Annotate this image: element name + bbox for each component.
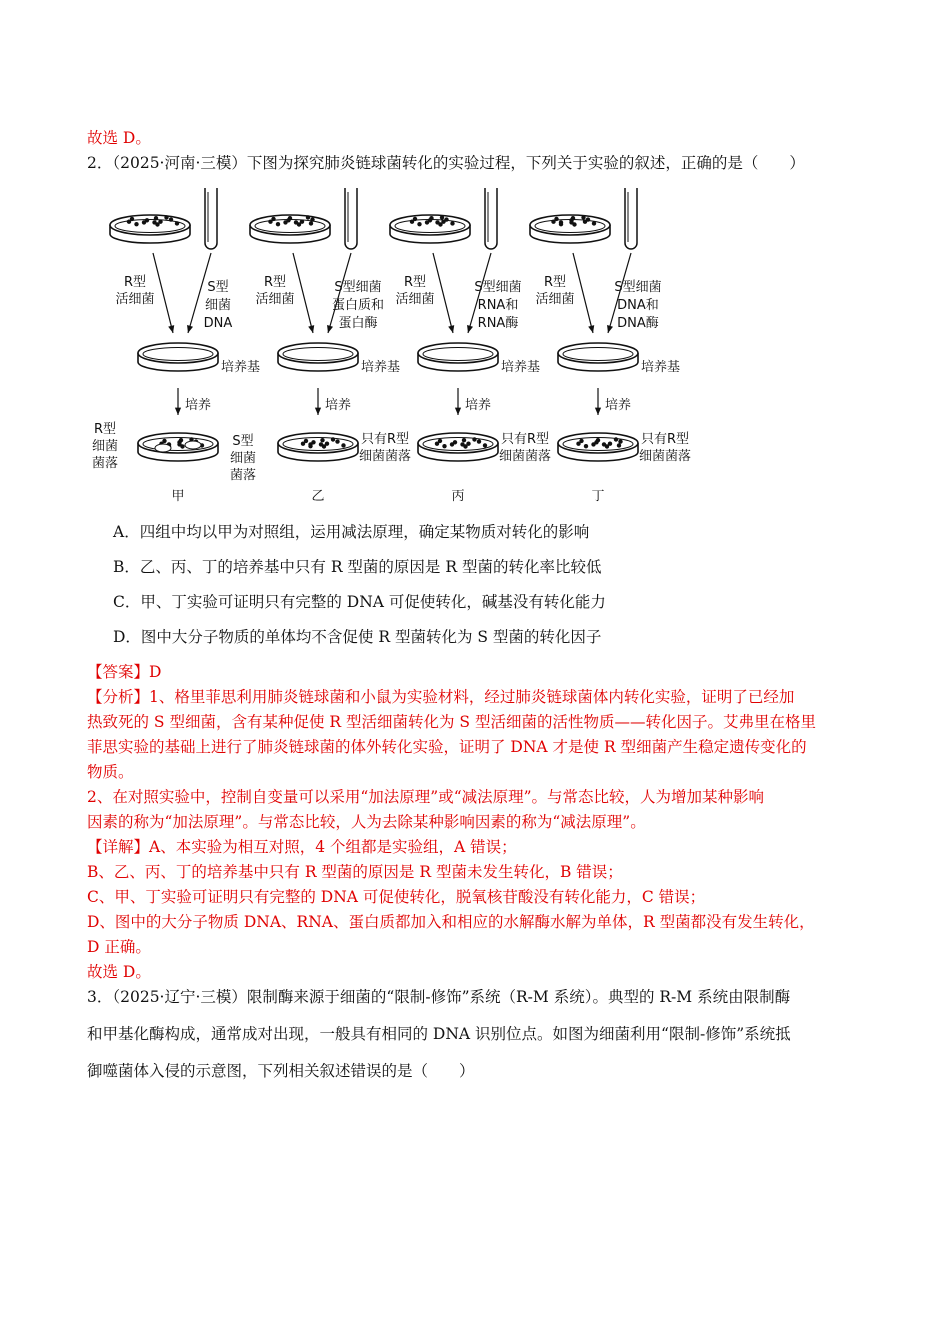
colony-dot — [440, 215, 444, 219]
arrow-head — [467, 325, 473, 333]
culture-medium-dish-inner — [423, 348, 493, 361]
arrow-shaft — [433, 253, 453, 333]
s-colony-label: 菌落 — [229, 468, 257, 483]
colony-dot — [569, 220, 573, 224]
colony-dot — [559, 222, 563, 226]
colony-dot — [177, 442, 181, 446]
culture-medium-label: 培养基 — [501, 360, 541, 375]
colony-dot — [483, 443, 487, 447]
culture-step-label: 培养 — [325, 398, 352, 413]
question-3-line: 御噬菌体入侵的示意图，下列相关叙述错误的是（ ） — [87, 1062, 475, 1080]
colony-dot — [576, 442, 580, 446]
colony-dot — [301, 442, 305, 446]
result-dish — [278, 433, 358, 461]
arrow-to-medium — [293, 253, 314, 333]
colony-dot — [444, 217, 448, 221]
added-substance-label: DNA — [203, 316, 233, 331]
arrow-culture — [595, 388, 601, 415]
colony-dot — [154, 216, 158, 220]
added-substance-label: 蛋白酶 — [338, 316, 378, 331]
tube-body — [345, 188, 357, 249]
result-label: 只有R型 — [360, 432, 410, 447]
arrow-head — [607, 325, 613, 333]
arrow-head — [315, 408, 321, 415]
colony-dot — [435, 442, 439, 446]
detail-line: 【详解】A、本实验为相互对照，4 个组都是实验组，A 错误； — [87, 838, 517, 856]
result-label: 只有R型 — [640, 432, 690, 447]
culture-medium-dish-inner — [563, 348, 633, 361]
colony-dot — [320, 438, 324, 442]
arrow-to-medium — [153, 253, 174, 333]
added-substance-label: S型细菌 — [614, 280, 662, 295]
arrow-head — [588, 325, 594, 333]
option-a: A．四组中均以甲为对照组，运用减法原理，确定某物质对转化的影响 — [113, 523, 590, 541]
colony-dot — [294, 220, 298, 224]
detail-line: C、甲、丁实验可证明只有完整的 DNA 可促使转化，脱氧核苷酸没有转化能力，C 错误； — [87, 888, 706, 906]
colony-dot — [617, 443, 621, 447]
result-label: 细菌菌落 — [358, 449, 412, 464]
answer-label: 【答案】D — [87, 663, 162, 681]
colony-dot — [127, 220, 131, 224]
added-substance-label: DNA酶 — [617, 316, 659, 331]
arrow-head — [308, 325, 314, 333]
colony-dot — [308, 444, 312, 448]
colony-dot — [319, 442, 323, 446]
colony-dot — [306, 215, 310, 219]
colony-dot — [311, 440, 315, 444]
colony-dot — [581, 215, 585, 219]
arrow-to-medium — [573, 253, 594, 333]
added-substance-label: S型 — [207, 280, 229, 295]
analysis-line: 2、在对照实验中，控制自变量可以采用“加法原理”或“减法原理”。与常态比较，人为增加某种影响 — [87, 788, 765, 806]
colony-dot — [551, 220, 555, 224]
result-label: 细菌菌落 — [638, 449, 692, 464]
colony-dot — [453, 440, 457, 444]
analysis-line: 菲思实验的基础上进行了肺炎链球菌的体外转化实验，证明了 DNA 才是使 R 型细菌产生稳定遗传变化的 — [87, 738, 807, 756]
colony-dot — [169, 217, 173, 221]
group-name: 丁 — [591, 489, 605, 504]
analysis-line: 因素的称为“加法原理”。与常态比较，人为去除某种影响因素的称为“减法原理”。 — [87, 813, 646, 831]
colony-dot — [417, 222, 421, 226]
culture-medium-label: 培养基 — [361, 360, 401, 375]
colony-dot — [268, 220, 272, 224]
culture-medium-dish — [278, 343, 358, 371]
tube-body — [625, 188, 637, 249]
result-label: 细菌菌落 — [498, 449, 552, 464]
colony-dot — [462, 438, 466, 442]
colony-dot — [134, 222, 138, 226]
group-name: 丙 — [451, 489, 465, 504]
colony-dot — [450, 221, 454, 225]
colony-dot — [145, 218, 149, 222]
culture-step-label: 培养 — [185, 398, 212, 413]
colony-dot — [618, 439, 622, 443]
result-label: 只有R型 — [500, 432, 550, 447]
question-3-line: 3．（2025·辽宁·三模）限制酶来源于细菌的“限制-修饰”系统（R-M 系统）。典型的 R-M 系统由限制酶 — [87, 988, 791, 1006]
culture-medium-dish — [138, 343, 218, 371]
analysis-line: 热致死的 S 型细菌，含有某种促使 R 型活细菌转化为 S 型活细菌的活性物质——转化因子。艾弗里在格里 — [87, 713, 816, 731]
culture-step-label: 培养 — [465, 398, 492, 413]
colony-dot — [614, 437, 618, 441]
colony-dot — [477, 439, 481, 443]
colony-dot — [428, 218, 432, 222]
source-dish-inner — [115, 220, 185, 233]
colony-dot — [460, 442, 464, 446]
arrow-culture — [455, 388, 461, 415]
colony-dot — [472, 437, 476, 441]
live-r-bacteria-label: R型 — [263, 275, 287, 290]
arrow-head — [327, 325, 333, 333]
arrow-head — [448, 325, 454, 333]
arrow-shaft — [573, 253, 593, 333]
culture-medium-dish-inner — [143, 348, 213, 361]
s-colony — [155, 444, 171, 452]
colony-dot — [335, 439, 339, 443]
colony-dot — [592, 221, 596, 225]
question-3-line: 和甲基化酶构成，通常成对出现，一般具有相同的 DNA 识别位点。如图为细菌利用“限制-修饰”系统抵 — [87, 1025, 791, 1043]
analysis-line: 物质。 — [87, 763, 134, 781]
live-r-bacteria-label: R型 — [123, 275, 147, 290]
added-substance-label: DNA和 — [617, 298, 659, 313]
arrow-head — [455, 408, 461, 415]
reagent-tube — [625, 188, 637, 249]
colony-dot — [276, 222, 280, 226]
detail-line: D 正确。 — [87, 938, 151, 956]
colony-dot — [175, 221, 179, 225]
colony-dot — [602, 442, 606, 446]
added-substance-label: S型细菌 — [334, 280, 382, 295]
added-substance-label: RNA酶 — [477, 316, 519, 331]
arrow-culture — [175, 388, 181, 415]
option-b: B．乙、丙、丁的培养基中只有 R 型菌的原因是 R 型菌的转化率比较低 — [113, 558, 602, 576]
detail-line: B、乙、丙、丁的培养基中只有 R 型菌的原因是 R 型菌未发生转化，B 错误； — [87, 863, 623, 881]
colony-dot — [310, 217, 314, 221]
pneumococcus-transformation-figure — [85, 183, 705, 505]
arrow-to-medium — [433, 253, 454, 333]
culture-medium-dish-inner — [283, 348, 353, 361]
reagent-tube — [345, 188, 357, 249]
live-r-bacteria-label: 活细菌 — [115, 292, 155, 307]
r-colony-label: 细菌 — [91, 439, 119, 454]
arrow-shaft — [293, 253, 313, 333]
culture-medium-dish — [418, 343, 498, 371]
previous-answer-conclusion: 故选 D。 — [87, 129, 151, 147]
s-colony-label: S型 — [232, 434, 254, 449]
arrow-shaft — [153, 253, 173, 333]
colony-dot — [594, 440, 598, 444]
live-r-bacteria-label: 活细菌 — [395, 292, 435, 307]
question-2-stem: 2．（2025·河南·三模）下图为探究肺炎链球菌转化的实验过程，下列关于实验的叙述，正确的是（ ） — [87, 154, 805, 172]
option-c: C．甲、丁实验可证明只有完整的 DNA 可促使转化，碱基没有转化能力 — [113, 593, 606, 611]
added-substance-label: 蛋白质和 — [331, 298, 385, 313]
live-r-bacteria-label: 活细菌 — [535, 292, 575, 307]
reagent-tube — [485, 188, 497, 249]
s-colony-label: 细菌 — [229, 451, 257, 466]
group-name: 乙 — [311, 489, 325, 504]
result-dish — [138, 433, 218, 461]
r-colony-label: 菌落 — [91, 456, 119, 471]
arrow-head — [595, 408, 601, 415]
colony-dot — [435, 220, 439, 224]
live-r-bacteria-label: R型 — [403, 275, 427, 290]
colony-dot — [586, 217, 590, 221]
colony-dot — [309, 221, 313, 225]
colony-dot — [410, 220, 414, 224]
option-d: D．图中大分子物质的单体均不含促使 R 型菌转化为 S 型菌的转化因子 — [113, 628, 602, 646]
colony-dot — [164, 215, 168, 219]
live-r-bacteria-label: 活细菌 — [255, 292, 295, 307]
question-2-conclusion: 故选 D。 — [87, 963, 151, 981]
added-substance-label: 细菌 — [204, 298, 232, 313]
tube-body — [485, 188, 497, 249]
culture-step-label: 培养 — [605, 398, 632, 413]
colony-dot — [584, 444, 588, 448]
arrow-head — [187, 325, 193, 333]
culture-medium-label: 培养基 — [221, 360, 261, 375]
arrow-head — [168, 325, 174, 333]
arrow-head — [175, 408, 181, 415]
culture-medium-dish — [558, 343, 638, 371]
tube-body — [205, 188, 217, 249]
source-dish — [110, 215, 190, 243]
s-colony — [185, 441, 201, 449]
analysis-line: 【分析】1、格里菲思利用肺炎链球菌和小鼠为实验材料，经过肺炎链球菌体内转化实验，证明了已经加 — [87, 688, 795, 706]
r-colony-label: R型 — [93, 422, 117, 437]
culture-medium-label: 培养基 — [641, 360, 681, 375]
colony-dot — [331, 437, 335, 441]
result-dish-inner — [423, 438, 493, 451]
added-substance-label: RNA和 — [477, 298, 519, 313]
live-r-bacteria-label: R型 — [543, 275, 567, 290]
reagent-tube — [205, 188, 217, 249]
colony-dot — [286, 218, 290, 222]
result-dish — [558, 433, 638, 461]
colony-dot — [442, 444, 446, 448]
detail-line: D、图中的大分子物质 DNA、RNA、蛋白质都加入和相应的水解酶水解为单体，R 型菌都没有发生转化， — [87, 913, 815, 931]
group-name: 甲 — [171, 489, 185, 504]
added-substance-label: S型细菌 — [474, 280, 522, 295]
colony-dot — [341, 443, 345, 447]
arrow-culture — [315, 388, 321, 415]
colony-dot — [152, 220, 156, 224]
